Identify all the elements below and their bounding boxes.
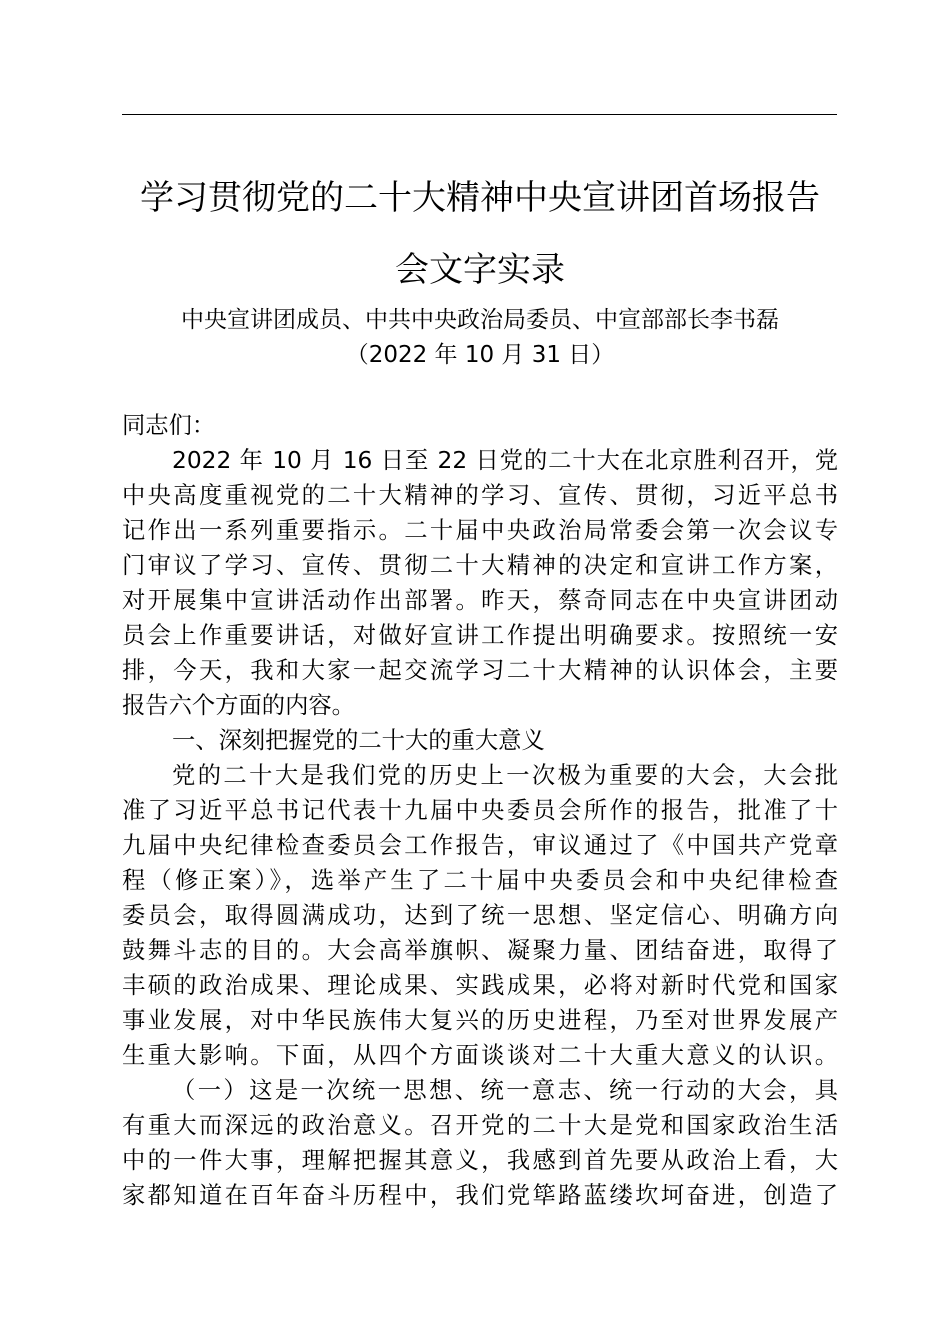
paragraph-line: （一）这是一次统一思想、统一意志、统一行动的大会，具: [172, 1077, 838, 1104]
paragraph-line: 员会上作重要讲话，对做好宣讲工作提出明确要求。按照统一安: [122, 622, 838, 649]
paragraph-line: 九届中央纪律检查委员会工作报告，审议通过了《中国共产党章: [122, 832, 838, 859]
paragraph-line: 程（修正案）》，选举产生了二十届中央委员会和中央纪律检查: [122, 867, 838, 894]
paragraph-line: 记作出一系列重要指示。二十届中央政治局常委会第一次会议专: [122, 517, 838, 544]
paragraph-line: 有重大而深远的政治意义。召开党的二十大是党和国家政治生活: [122, 1112, 838, 1139]
paragraph-3: [122, 1073, 838, 1213]
paragraph-2: [122, 758, 838, 1073]
paragraph-line: 报告六个方面的内容。: [122, 692, 355, 719]
document-body: [122, 408, 838, 1213]
section-heading-1: 一、深刻把握党的二十大的重大意义: [172, 727, 545, 754]
paragraph-line: 党的二十大是我们党的历史上一次极为重要的大会，大会批: [172, 762, 838, 789]
document-title-line-1: 学习贯彻党的二十大精神中央宣讲团首场报告: [140, 178, 820, 218]
document-title-line-2: 会文字实录: [395, 250, 565, 290]
paragraph-line: 委员会，取得圆满成功，达到了统一思想、坚定信心、明确方向: [122, 902, 838, 929]
paragraph-line: 家都知道在百年奋斗历程中，我们党筚路蓝缕坎坷奋进，创造了: [122, 1182, 838, 1209]
paragraph-line: 丰硕的政治成果、理论成果、实践成果，必将对新时代党和国家: [122, 972, 838, 999]
paragraph-line: 鼓舞斗志的目的。大会高举旗帜、凝聚力量、团结奋进，取得了: [122, 937, 838, 964]
paragraph-line: 门审议了学习、宣传、贯彻二十大精神的决定和宣讲工作方案，: [122, 552, 838, 579]
paragraph-line: 生重大影响。下面，从四个方面谈谈对二十大重大意义的认识。: [122, 1042, 838, 1069]
paragraph-line: 中的一件大事，理解把握其意义，我感到首先要从政治上看，大: [122, 1147, 838, 1174]
speech-date: （2022 年 10 月 31 日）: [345, 342, 615, 368]
paragraph-line: 对开展集中宣讲活动作出部署。昨天，蔡奇同志在中央宣讲团动: [122, 587, 838, 614]
salutation: 同志们：: [122, 412, 216, 439]
speaker-byline: 中央宣讲团成员、中共中央政治局委员、中宣部部长李书磊: [181, 307, 779, 333]
paragraph-line: 准了习近平总书记代表十九届中央委员会所作的报告，批准了十: [122, 797, 838, 824]
paragraph-line: 中央高度重视党的二十大精神的学习、宣传、贯彻，习近平总书: [122, 482, 838, 509]
paragraph-line: 2022 年 10 月 16 日至 22 日党的二十大在北京胜利召开，党: [172, 447, 838, 474]
paragraph-1: [122, 443, 838, 723]
paragraph-line: 排，今天，我和大家一起交流学习二十大精神的认识体会，主要: [122, 657, 838, 684]
header-rule: [122, 114, 837, 115]
paragraph-line: 事业发展，对中华民族伟大复兴的历史进程，乃至对世界发展产: [122, 1007, 838, 1034]
